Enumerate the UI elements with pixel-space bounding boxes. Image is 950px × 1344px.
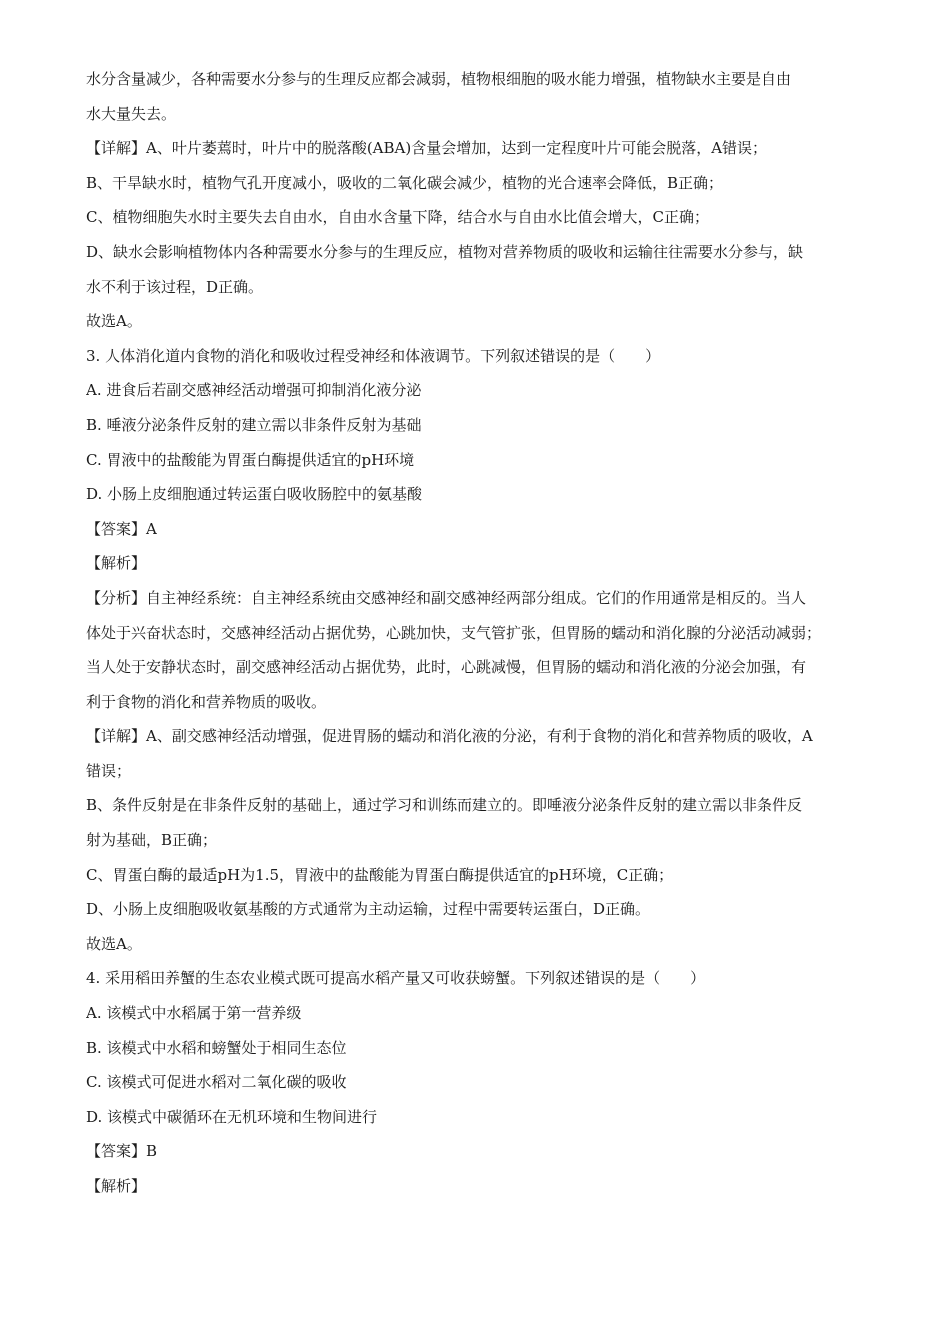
document-page bbox=[86, 62, 886, 1204]
text-line: 射为基础，B正确； bbox=[86, 831, 218, 850]
text-line: B、干旱缺水时，植物气孔开度减小，吸收的二氧化碳会减少，植物的光合速率会降低，B正确； bbox=[86, 173, 724, 192]
text-line: D、小肠上皮细胞吸收氨基酸的方式通常为主动运输，过程中需要转运蛋白，D正确。 bbox=[86, 900, 651, 919]
option-b: B. 唾液分泌条件反射的建立需以非条件反射为基础 bbox=[86, 415, 422, 434]
analysis-heading: 【解析】 bbox=[86, 554, 147, 573]
detail-line: 【详解】A、叶片萎蔫时，叶片中的脱落酸(ABA)含量会增加，达到一定程度叶片可能会脱落，A错误； bbox=[86, 139, 768, 158]
text-line: 水分含量减少，各种需要水分参与的生理反应都会减弱，植物根细胞的吸水能力增强，植物缺水主要是自由 bbox=[86, 70, 792, 88]
text-line: 利于食物的消化和营养物质的吸收。 bbox=[86, 692, 327, 711]
option-d: D. 小肠上皮细胞通过转运蛋白吸收肠腔中的氨基酸 bbox=[86, 485, 423, 504]
analysis-line: 【分析】自主神经系统：自主神经系统由交感神经和副交感神经两部分组成。它们的作用通常是相反的。当人 bbox=[86, 588, 807, 607]
answer-line: 【答案】A bbox=[86, 519, 157, 538]
text-line: 错误； bbox=[86, 761, 132, 780]
option-d: D. 该模式中碳循环在无机环境和生物间进行 bbox=[86, 1107, 378, 1126]
choice-line: 故选A。 bbox=[86, 312, 142, 331]
detail-line: 【详解】A、副交感神经活动增强，促进胃肠的蠕动和消化液的分泌，有利于食物的消化和营养物质的吸收，A bbox=[86, 727, 813, 746]
text-line: 当人处于安静状态时，副交感神经活动占据优势，此时，心跳减慢，但胃肠的蠕动和消化液的分泌会加强，有 bbox=[86, 658, 807, 677]
question-stem: 4. 采用稻田养蟹的生态农业模式既可提高水稻产量又可收获螃蟹。下列叙述错误的是（ ） bbox=[86, 969, 706, 988]
option-a: A. 该模式中水稻属于第一营养级 bbox=[86, 1004, 302, 1023]
choice-line: 故选A。 bbox=[86, 934, 142, 953]
text-line: 体处于兴奋状态时，交感神经活动占据优势，心跳加快，支气管扩张，但胃肠的蠕动和消化腺的分泌活动减弱； bbox=[86, 623, 822, 642]
analysis-heading: 【解析】 bbox=[86, 1177, 147, 1195]
option-c: C. 该模式可促进水稻对二氧化碳的吸收 bbox=[86, 1073, 347, 1092]
text-line: D、缺水会影响植物体内各种需要水分参与的生理反应，植物对营养物质的吸收和运输往往需要水分参与，缺 bbox=[86, 242, 804, 261]
question-stem: 3. 人体消化道内食物的消化和吸收过程受神经和体液调节。下列叙述错误的是（ ） bbox=[86, 346, 661, 365]
text-line: C、植物细胞失水时主要失去自由水，自由水含量下降，结合水与自由水比值会增大，C正确； bbox=[86, 208, 709, 227]
text-line: C、胃蛋白酶的最适pH为1.5，胃液中的盐酸能为胃蛋白酶提供适宜的pH环境，C正确； bbox=[86, 865, 674, 884]
answer-line: 【答案】B bbox=[86, 1142, 158, 1161]
text-line: 水大量失去。 bbox=[86, 104, 177, 123]
text-line: B、条件反射是在非条件反射的基础上，通过学习和训练而建立的。即唾液分泌条件反射的建立需以非条件反 bbox=[86, 796, 803, 815]
option-a: A. 进食后若副交感神经活动增强可抑制消化液分泌 bbox=[86, 381, 422, 400]
text-line: 水不利于该过程，D正确。 bbox=[86, 277, 264, 296]
option-c: C. 胃液中的盐酸能为胃蛋白酶提供适宜的pH环境 bbox=[86, 450, 415, 469]
option-b: B. 该模式中水稻和螃蟹处于相同生态位 bbox=[86, 1038, 347, 1057]
